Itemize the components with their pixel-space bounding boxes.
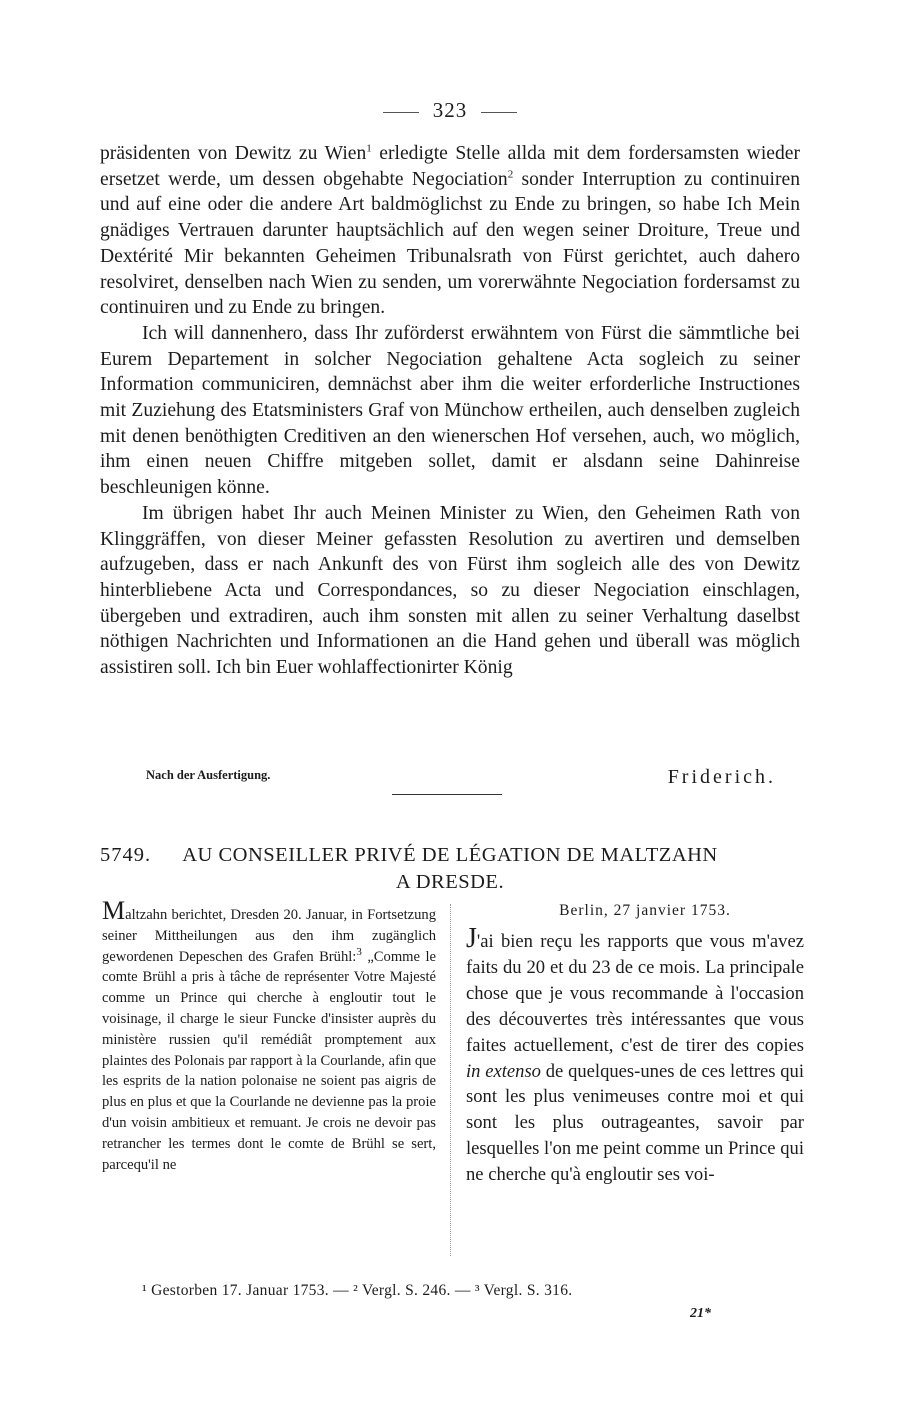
- paragraph-3: Im übrigen habet Ihr auch Meinen Minister zu Wien, den Geheimen Rath von Klinggräffen, von dieser Meiner gefassten Resolution zu avertiren und demselben aufzugeben, dass er nach Ankunft des von Fürst ihm sogleich alle des von Dewitz hinterbliebene Acta und Correspondances, so zu dieser Negociation einschlagen, übergeben und extradiren, auch ihm sonsten mit allen zu seiner Verhaltung daselbst nöthigen Nachrichten und Informationen an die Hand gehen und überall was möglich assistiren soll. Ich bin Euer wohlaffectionirter König: [100, 502, 800, 679]
- summary-initial: M: [102, 896, 126, 925]
- document-heading: [100, 842, 800, 896]
- source-note: Nach der Ausfertigung.: [146, 768, 271, 782]
- footnote-ref-1: 1: [366, 142, 372, 155]
- letter-text: J'ai bien reçu les rapports que vous m'avez faits du 20 et du 23 de ce mois. La principale chose que je vous recommande à l'occasion des découvertes très intéressantes que vous faites actuellement, c'est de tirer des copies in extenso de quelques-unes de ces lettres qui sont les plus venimeuses contre moi et qui sont les plus outrageantes, savoir par lesquelles l'on me peint comme un Prince qui ne cherche qu'à engloutir ses voi-: [466, 923, 804, 1186]
- document-title-line2: A DRESDE.: [395, 871, 505, 893]
- italic-phrase: in extenso: [466, 1060, 541, 1082]
- signature-mark: 21*: [690, 1306, 711, 1321]
- summary-text: Maltzahn berichtet, Dresden 20. Januar, in Fortsetzung seiner Mittheilungen aus den ihm zugänglich gewordenen Depeschen des Grafen Brühl:$^3$ „Comme le comte Brühl a pris à tâche de représenter Votre Majesté comme un Prince qui cherche à engloutir tout le voisinage, il charge le sieur Funcke d'insister auprès du ministère russien qu'il remédiât promptement aux plaintes des Polonais par rapport à la Courlande, afin que les esprits de la nation polonaise ne soient pas aigris de plus en plus et que la Courlande ne devienne pas la proie d'un voisin ambitieux et remuant. Je crois ne devoir pas retrancher les termes dont le comte de Brühl se sert, parcequ'il ne: [102, 896, 436, 1173]
- column-divider: [450, 904, 451, 1256]
- signature: Friderich.: [667, 766, 776, 788]
- header-rule-right: [481, 112, 517, 113]
- footnote-ref-2: 2: [507, 168, 514, 181]
- dateline: Berlin, 27 janvier 1753.: [559, 902, 731, 919]
- letter-body: [100, 141, 800, 681]
- document-number: 5749.: [100, 844, 152, 866]
- closing: [100, 766, 800, 794]
- summary-column: [102, 896, 436, 1175]
- section-divider: [392, 794, 502, 795]
- paragraph-1: präsidenten von Dewitz zu Wien$^1$ erledigte Stelle allda mit dem fordersamsten wieder ersetzet werde, um dessen obgehabte Negociation$^2$ sonder Interruption zu continuiren und auf eine oder die andere Art baldmöglichst zu Ende zu bringen, so habe Ich Mein gnädiges Vertrauen darunter hauptsächlich auf den wegen seiner Droiture, Treue und Dextérité Mir bekannten Geheimen Tribunalsrath von Fürst gerichtet, auch dahero resolviret, denselben nach Wien zu senden, um vorerwähnte Negociation fordersamst zu continuiren und zu Ende zu bringen.: [100, 142, 800, 319]
- footnote-ref-3: 3: [356, 945, 362, 958]
- paragraph-2: Ich will dannenhero, dass Ihr zuförderst erwähntem von Fürst die sämmtliche bei Eurem Departement in solcher Negociation gehaltene Acta sogleich zu seiner Information communiciren, demnächst aber ihm die weiter erforderliche Instructiones mit Zuziehung des Etatsministers Graf von Münchow ertheilen, auch denselben zugleich mit denen benöthigten Creditiven an den wienerschen Hof versehen, auch, wo möglich, ihm einen neuen Chiffre mitgeben sollet, damit er alsdann seine Dahinreise beschleunigen könne.: [100, 322, 800, 499]
- page-number: 323: [432, 98, 468, 122]
- header-rule-left: [383, 112, 419, 113]
- page-header: [0, 98, 900, 123]
- letter-initial: J: [466, 923, 477, 954]
- letter-column: [466, 900, 804, 1188]
- footnotes: ¹ Gestorben 17. Januar 1753. — ² Vergl. S. 246. — ³ Vergl. S. 316.: [142, 1282, 573, 1299]
- document-title-line1: AU CONSEILLER PRIVÉ DE LÉGATION DE MALTZAHN: [182, 844, 718, 866]
